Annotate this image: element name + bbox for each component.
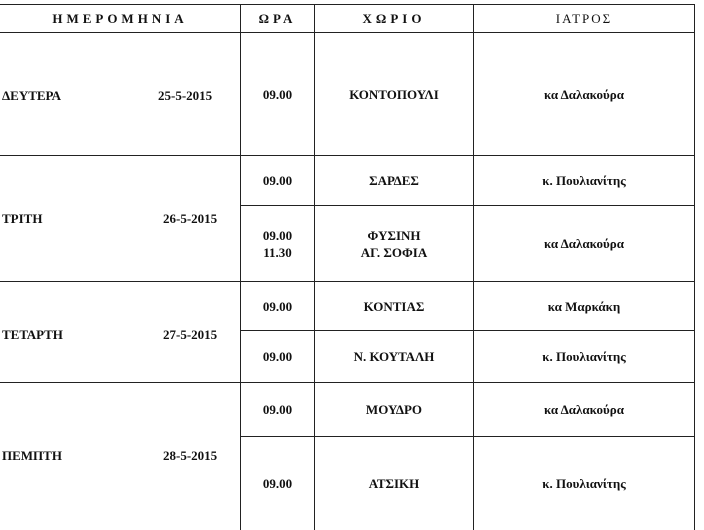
visit-time: 09.00 <box>262 298 293 314</box>
header-time: ΩΡΑ <box>258 11 297 26</box>
visit-doctor: κ. Πουλιανίτης <box>542 173 626 188</box>
day-name: ΔΕΥΤΕΡΑ <box>2 87 61 103</box>
visit-time: 09.00 <box>262 402 293 417</box>
day-date: 28-5-2015 <box>163 447 218 463</box>
visit-doctor: κα Μαρκάκη <box>547 298 621 314</box>
header-date: ΗΜΕΡΟΜΗΝΙΑ <box>52 11 188 26</box>
day-date: 27-5-2015 <box>163 326 218 342</box>
visit-time: 09.00 <box>262 476 293 491</box>
visit-village: ΦΥΣΙΝΗ <box>367 227 421 243</box>
visit-time-second: 11.30 <box>263 244 292 260</box>
visit-village: ΑΤΣΙΚΗ <box>368 476 420 491</box>
table-border-right <box>694 4 695 530</box>
visit-time: 09.00 <box>262 349 293 364</box>
visit-village: ΚΟΝΤΟΠΟΥΛΙ <box>349 86 439 102</box>
day-name: ΤΡΙΤΗ <box>2 210 43 226</box>
visit-village: ΜΟΥΔΡΟ <box>365 402 423 417</box>
day-name: ΤΕΤΑΡΤΗ <box>2 326 63 342</box>
visit-doctor: κα Δαλακούρα <box>544 86 624 102</box>
visit-village: ΚΟΝΤΙΑΣ <box>363 298 425 314</box>
visit-village-second: ΑΓ. ΣΟΦΙΑ <box>360 244 428 260</box>
visit-times <box>241 206 314 281</box>
day-date: 26-5-2015 <box>163 210 218 226</box>
visit-doctor: κα Δαλακούρα <box>544 402 624 417</box>
visit-village: Ν. ΚΟΥΤΑΛΗ <box>353 349 435 364</box>
visit-doctor: κ. Πουλιανίτης <box>542 349 626 364</box>
visit-doctor: κα Δαλακούρα <box>544 236 624 251</box>
day-date: 25-5-2015 <box>158 87 213 103</box>
visit-time: 09.00 <box>262 86 293 102</box>
visit-time: 09.00 <box>262 227 293 243</box>
visit-doctor: κ. Πουλιανίτης <box>542 476 626 491</box>
visit-villages <box>315 206 473 281</box>
day-name: ΠΕΜΠΤΗ <box>2 447 62 463</box>
header-doctor: ΙΑΤΡΟΣ <box>555 11 613 26</box>
visit-time: 09.00 <box>262 173 293 188</box>
header-village: ΧΩΡΙΟ <box>362 11 426 26</box>
visit-village: ΣΑΡΔΕΣ <box>369 173 419 188</box>
